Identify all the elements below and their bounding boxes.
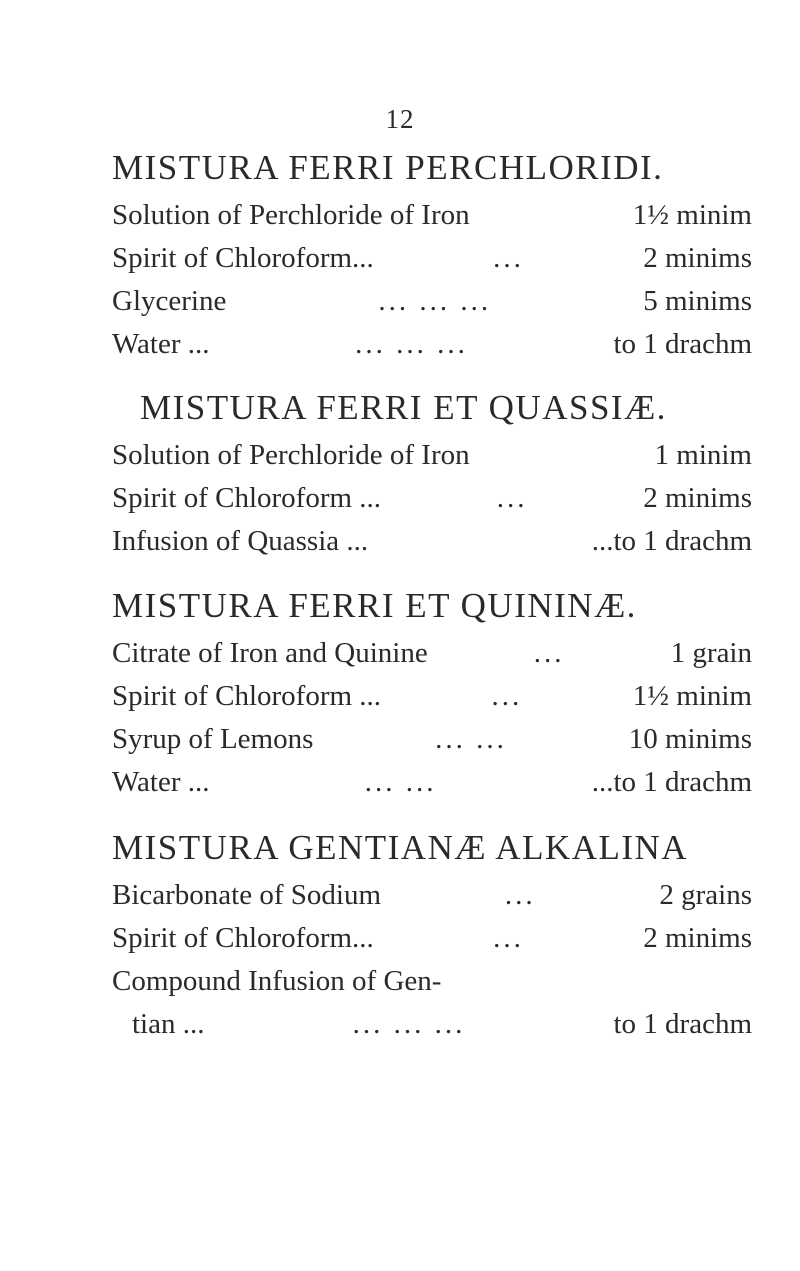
ingredient-row [112,960,752,1003]
recipe-section [112,146,752,366]
leader-dots: ... ... ... [378,285,492,317]
ingredient-amount: 10 minims [628,723,752,755]
recipe-section [112,584,752,804]
ingredient-row [112,761,752,804]
leader-dots: ... ... [364,766,437,798]
leader-dots: ... [496,482,528,514]
ingredient-row [112,477,752,520]
ingredient-name: Spirit of Chloroform ... [112,482,382,514]
ingredient-amount: 2 minims [643,242,752,274]
recipe-title: MISTURA FERRI PERCHLORIDI. [112,148,664,187]
ingredient-amount: 1 grain [670,637,752,669]
ingredient-row [112,718,752,761]
ingredient-amount: 1½ minim [632,680,752,712]
ingredient-amount: 2 minims [643,922,752,954]
ingredient-name: Water ... [112,328,210,360]
leader-dots: ... [491,680,523,712]
ingredient-row [112,520,752,563]
ingredient-row [112,632,752,675]
ingredient-amount: ...to 1 drachm [591,766,752,798]
recipe-section [112,826,752,1046]
leader-dots: ... [533,637,565,669]
leader-dots: ... [504,879,536,911]
leader-dots: ... [493,922,524,954]
ingredient-row [112,237,752,280]
ingredient-row [112,194,752,237]
recipe-title: MISTURA GENTIANÆ ALKALINA [112,828,689,867]
ingredient-row [112,434,752,477]
ingredient-name: Spirit of Chloroform... [112,922,374,954]
ingredient-name: Citrate of Iron and Quinine [112,637,428,669]
ingredient-amount: 2 minims [643,482,752,514]
ingredient-row [112,874,752,917]
leader-dots: ... ... [435,723,507,755]
ingredient-amount: to 1 drachm [613,1008,752,1040]
ingredient-name: Glycerine [112,285,227,317]
ingredient-amount: 2 grains [659,879,752,911]
ingredient-row [112,1003,752,1046]
ingredient-amount: 1½ minim [632,199,752,231]
ingredient-amount: 1 minim [654,439,752,471]
recipe-section [112,386,752,563]
leader-dots: ... [493,242,524,274]
recipe-title: MISTURA FERRI ET QUININÆ. [112,586,637,625]
ingredient-name: Bicarbonate of Sodium [112,879,382,911]
ingredient-row [112,917,752,960]
ingredient-name: Syrup of Lemons [112,723,314,755]
ingredient-name: Spirit of Chloroform... [112,242,374,274]
ingredient-name: Infusion of Quassia ... [112,525,369,557]
ingredient-amount: 5 minims [643,285,752,317]
page-number: 12 [385,104,415,134]
ingredient-name: tian ... [132,1008,205,1040]
ingredient-name: Compound Infusion of Gen- [112,965,442,997]
ingredient-row [112,675,752,718]
ingredient-amount: ...to 1 drachm [591,525,752,557]
ingredient-name: Water ... [112,766,210,798]
leader-dots: ... ... ... [352,1008,466,1040]
ingredient-name: Spirit of Chloroform ... [112,680,382,712]
recipe-title: MISTURA FERRI ET QUASSIÆ. [140,388,667,427]
ingredient-name: Solution of Perchloride of Iron [112,199,470,231]
ingredient-row [112,323,752,366]
leader-dots: ... ... ... [355,328,468,360]
ingredient-name: Solution of Perchloride of Iron [112,439,470,471]
ingredient-amount: to 1 drachm [613,328,752,360]
ingredient-row [112,280,752,323]
